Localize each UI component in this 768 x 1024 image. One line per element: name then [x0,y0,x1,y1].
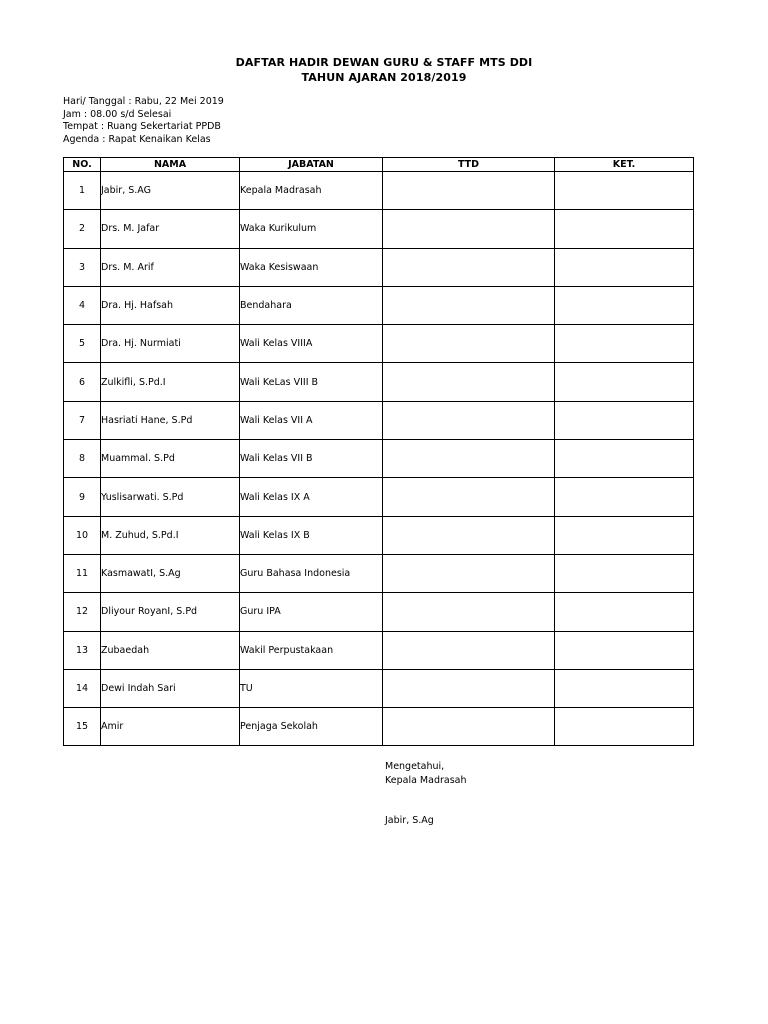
row-signature-cell[interactable] [383,516,555,554]
row-position: Waka Kurikulum [240,210,383,248]
row-note-cell[interactable] [555,516,694,554]
row-note-cell[interactable] [555,363,694,401]
row-name: Zubaedah [101,631,240,669]
table-row [64,708,694,746]
signoff-role: Kepala Madrasah [385,774,467,786]
table-row [64,172,694,210]
row-note-cell[interactable] [555,248,694,286]
row-note-cell[interactable] [555,631,694,669]
table-row [64,669,694,707]
row-note-cell[interactable] [555,478,694,516]
row-number: 4 [64,286,101,324]
row-note-cell[interactable] [555,325,694,363]
row-number: 2 [64,210,101,248]
header-nama: NAMA [101,158,240,172]
row-note-cell[interactable] [555,554,694,592]
row-signature-cell[interactable] [383,631,555,669]
row-position: Guru Bahasa Indonesia [240,554,383,592]
row-name: Jabir, S.AG [101,172,240,210]
row-number: 9 [64,478,101,516]
row-name: Dliyour RoyanI, S.Pd [101,593,240,631]
row-number: 12 [64,593,101,631]
row-name: Dewi Indah Sari [101,669,240,707]
header-jabatan: JABATAN [240,158,383,172]
meeting-place: Tempat : Ruang Sekertariat PPDB [63,121,221,132]
row-position: Wali Kelas VII B [240,440,383,478]
row-position: Wali Kelas IX A [240,478,383,516]
row-number: 3 [64,248,101,286]
row-position: Wali Kelas IX B [240,516,383,554]
document-title: DAFTAR HADIR DEWAN GURU & STAFF MTS DDI [235,56,533,69]
meeting-time: Jam : 08.00 s/d Selesai [63,108,172,120]
table-row [64,631,694,669]
row-name: Zulkifli, S.Pd.I [101,363,240,401]
row-signature-cell[interactable] [383,554,555,592]
row-note-cell[interactable] [555,401,694,439]
table-row [64,478,694,516]
row-signature-cell[interactable] [383,286,555,324]
row-number: 8 [64,440,101,478]
row-position: Wali Kelas VII A [240,401,383,439]
table-row [64,248,694,286]
table-row [64,401,694,439]
row-number: 15 [64,708,101,746]
row-signature-cell[interactable] [383,669,555,707]
table-row [64,286,694,324]
row-number: 14 [64,669,101,707]
signoff-name: Jabir, S.Ag [385,815,434,826]
attendance-table [63,157,694,746]
row-name: Dra. Hj. Hafsah [101,286,240,324]
meeting-agenda: Agenda : Rapat Kenaikan Kelas [63,133,211,145]
signoff-block [385,760,467,828]
row-note-cell[interactable] [555,593,694,631]
row-name: Drs. M. Jafar [101,210,240,248]
table-row [64,325,694,363]
row-note-cell[interactable] [555,440,694,478]
row-note-cell[interactable] [555,286,694,324]
row-name: M. Zuhud, S.Pd.I [101,516,240,554]
header-ttd: TTD [383,158,555,172]
row-name: Dra. Hj. Nurmiati [101,325,240,363]
row-name: Muammal. S.Pd [101,440,240,478]
table-row [64,516,694,554]
signoff-acknowledged: Mengetahui, [385,761,445,772]
row-note-cell[interactable] [555,669,694,707]
row-position: Wakil Perpustakaan [240,631,383,669]
row-number: 7 [64,401,101,439]
table-row [64,440,694,478]
row-position: Kepala Madrasah [240,172,383,210]
row-number: 6 [64,363,101,401]
row-name: Drs. M. Arif [101,248,240,286]
row-signature-cell[interactable] [383,478,555,516]
row-signature-cell[interactable] [383,363,555,401]
row-signature-cell[interactable] [383,401,555,439]
row-number: 10 [64,516,101,554]
table-row [64,593,694,631]
row-name: Amir [101,708,240,746]
row-signature-cell[interactable] [383,248,555,286]
table-row [64,363,694,401]
header-no: NO. [64,158,101,172]
row-name: Yuslisarwati. S.Pd [101,478,240,516]
table-row [64,554,694,592]
row-note-cell[interactable] [555,210,694,248]
row-signature-cell[interactable] [383,325,555,363]
row-name: KasmawatI, S.Ag [101,554,240,592]
row-position: Bendahara [240,286,383,324]
row-number: 13 [64,631,101,669]
document-subtitle: TAHUN AJARAN 2018/2019 [301,71,467,84]
header-ket: KET. [555,158,694,172]
row-position: Waka Kesiswaan [240,248,383,286]
row-name: Hasriati Hane, S.Pd [101,401,240,439]
row-number: 1 [64,172,101,210]
row-number: 5 [64,325,101,363]
row-position: Guru IPA [240,593,383,631]
row-signature-cell[interactable] [383,210,555,248]
meeting-date: Hari/ Tanggal : Rabu, 22 Mei 2019 [63,96,224,107]
row-number: 11 [64,554,101,592]
row-position: TU [240,669,383,707]
row-note-cell[interactable] [555,172,694,210]
table-header-row [64,158,694,172]
row-position: Penjaga Sekolah [240,708,383,746]
row-position: Wali Kelas VIIIA [240,325,383,363]
row-signature-cell[interactable] [383,593,555,631]
row-note-cell[interactable] [555,708,694,746]
row-signature-cell[interactable] [383,172,555,210]
row-position: Wali KeLas VIII B [240,363,383,401]
meeting-info [63,96,224,146]
row-signature-cell[interactable] [383,708,555,746]
row-signature-cell[interactable] [383,440,555,478]
table-row [64,210,694,248]
